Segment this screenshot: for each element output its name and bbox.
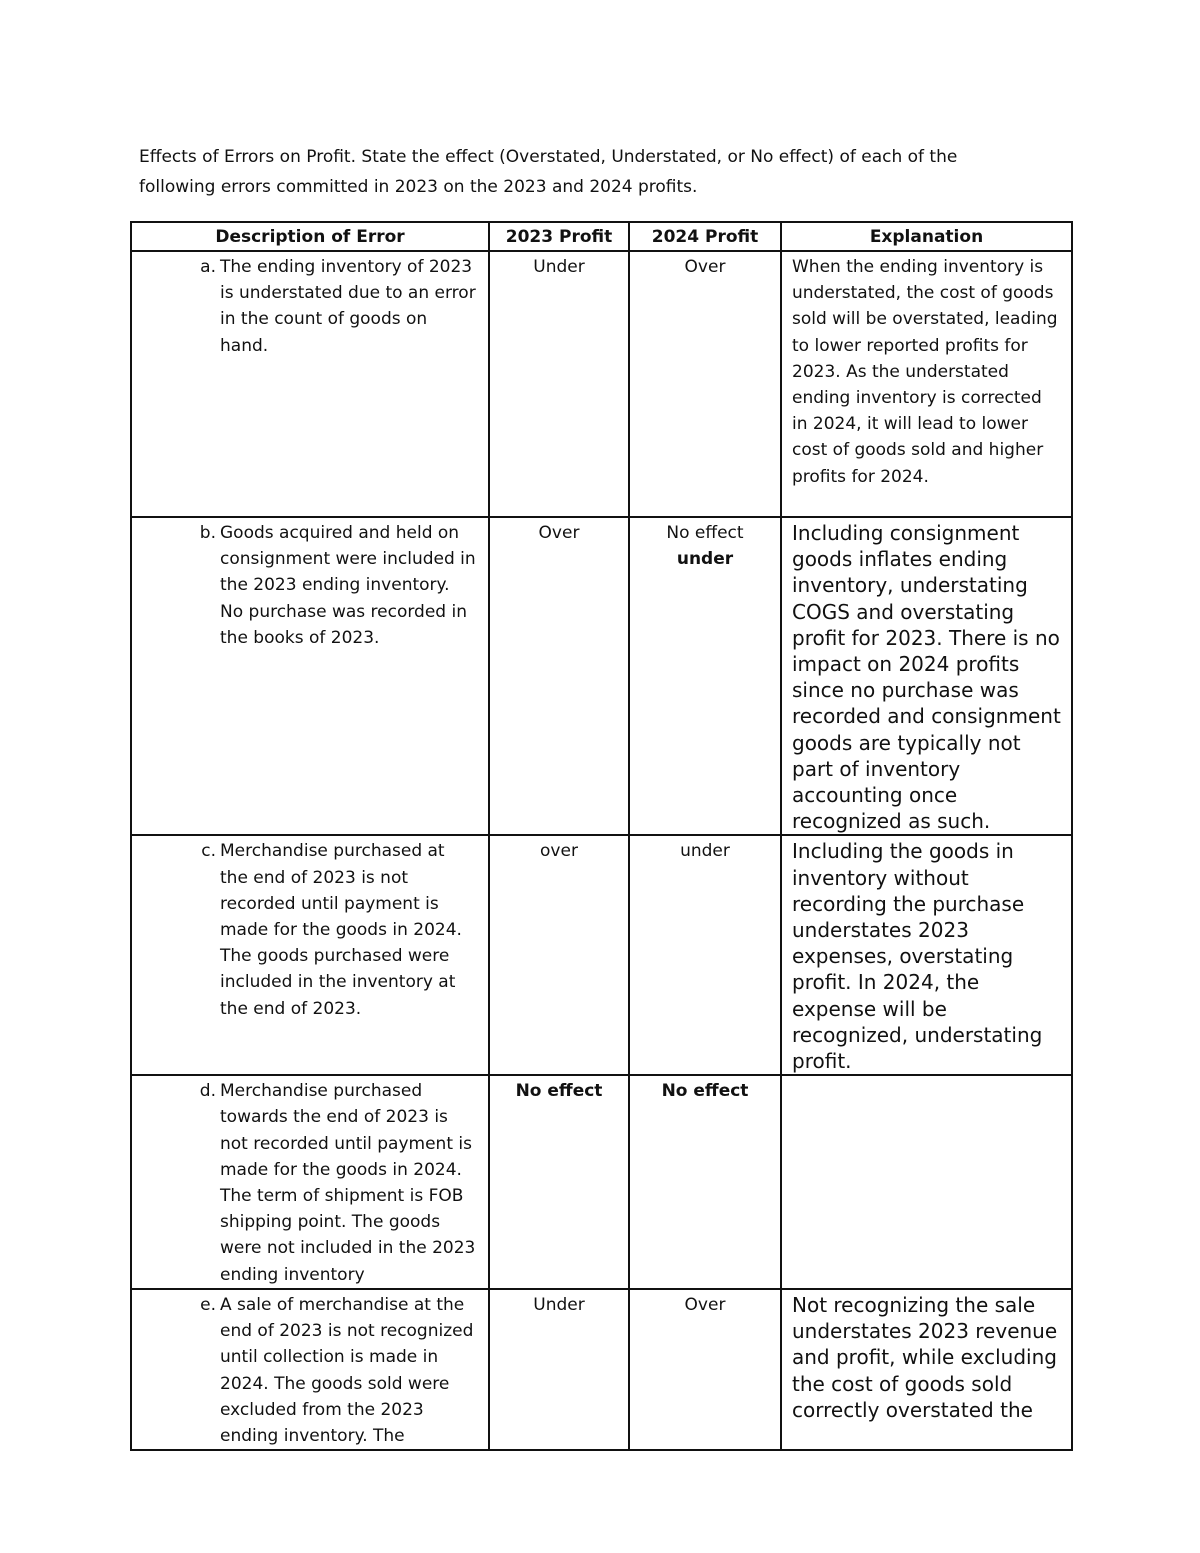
item-letter: b. bbox=[199, 523, 216, 543]
description-text: Merchandise purchased towards the end of 2023 is not recorded until payment is made for the goods in 2024. The term of shipment is FOB shipping point. The goods were not included in the 2023 ending inventory bbox=[220, 1081, 476, 1285]
explanation-cell: When the ending inventory is understated, the cost of goods sold will be overstated, leading to lower reported profits for 2023. As the understated ending inventory is corrected in 2024, it will lead to lower cost of goods sold and higher profits for 2024. bbox=[781, 251, 1072, 517]
profit-2024-value: Over bbox=[684, 1294, 726, 1315]
header-explanation: Explanation bbox=[781, 222, 1072, 251]
profit-2024-value: Over bbox=[684, 257, 726, 277]
table-row bbox=[131, 517, 1072, 835]
item-letter: e. bbox=[200, 1294, 216, 1315]
profit-2023-value: Under bbox=[533, 257, 585, 277]
table-row bbox=[131, 1289, 1072, 1450]
explanation-cell: Not recognizing the sale understates 2023 revenue and profit, while excluding the cost of goods sold correctly overstated the bbox=[781, 1289, 1072, 1450]
table-header-row bbox=[131, 222, 1072, 251]
errors-table bbox=[130, 221, 1073, 1451]
profit-2024-cell bbox=[629, 251, 781, 517]
item-letter: a. bbox=[200, 257, 216, 277]
profit-2023-cell bbox=[489, 517, 629, 835]
table-row bbox=[131, 1075, 1072, 1289]
profit-2023-value: Under bbox=[533, 1294, 585, 1315]
profit-2024-cell bbox=[629, 1075, 781, 1289]
item-letter: c. bbox=[201, 841, 216, 862]
profit-2024-cell bbox=[629, 517, 781, 835]
profit-2024-value: No effect bbox=[661, 1081, 749, 1102]
description-text: A sale of merchandise at the end of 2023 is not recognized until collection is made in 2024. The goods sold were excluded from the 2023 ending inventory. The bbox=[220, 1294, 474, 1446]
profit-2024-value: No effect bbox=[666, 523, 744, 543]
item-letter: d. bbox=[199, 1081, 216, 1102]
explanation-cell: Including consignment goods inflates ending inventory, understating COGS and overstating profit for 2023. There is no impact on 2024 profits since no purchase was recorded and consignment goods are typically not part of inventory accounting once recognized as such. bbox=[781, 517, 1072, 835]
header-2023-profit: 2023 Profit bbox=[489, 222, 629, 251]
profit-2023-cell bbox=[489, 251, 629, 517]
profit-2024-correction: under bbox=[676, 549, 734, 570]
description-text: The ending inventory of 2023 is understated due to an error in the count of goods on hand. bbox=[220, 257, 476, 356]
profit-2023-value: over bbox=[540, 841, 578, 862]
explanation-cell: Including the goods in inventory without recording the purchase understates 2023 expenses, overstating profit. In 2024, the expense will be recognized, understating profit. bbox=[781, 835, 1072, 1075]
intro-paragraph: Effects of Errors on Profit. State the effect (Overstated, Understated, or No effect) of each of the following errors committed in 2023 on the 2023 and 2024 profits. bbox=[139, 147, 958, 197]
profit-2023-cell bbox=[489, 835, 629, 1075]
profit-2024-value: under bbox=[680, 841, 730, 862]
description-text: Goods acquired and held on consignment were included in the 2023 ending inventory. No purchase was recorded in the books of 2023. bbox=[220, 523, 476, 648]
table-row bbox=[131, 835, 1072, 1075]
description-text: Merchandise purchased at the end of 2023 is not recorded until payment is made for the goods in 2024. The goods purchased were included in the inventory at the end of 2023. bbox=[220, 841, 462, 1019]
profit-2024-cell bbox=[629, 835, 781, 1075]
description-cell bbox=[131, 517, 489, 835]
header-description: Description of Error bbox=[131, 222, 489, 251]
profit-2023-cell bbox=[489, 1289, 629, 1450]
description-cell bbox=[131, 835, 489, 1075]
description-cell bbox=[131, 1289, 489, 1450]
description-cell bbox=[131, 251, 489, 517]
table-row bbox=[131, 251, 1072, 517]
explanation-cell bbox=[781, 1075, 1072, 1289]
profit-2023-value: No effect bbox=[515, 1081, 603, 1102]
profit-2023-value: Over bbox=[538, 523, 580, 543]
profit-2023-cell bbox=[489, 1075, 629, 1289]
description-cell bbox=[131, 1075, 489, 1289]
profit-2024-cell bbox=[629, 1289, 781, 1450]
header-2024-profit: 2024 Profit bbox=[629, 222, 781, 251]
